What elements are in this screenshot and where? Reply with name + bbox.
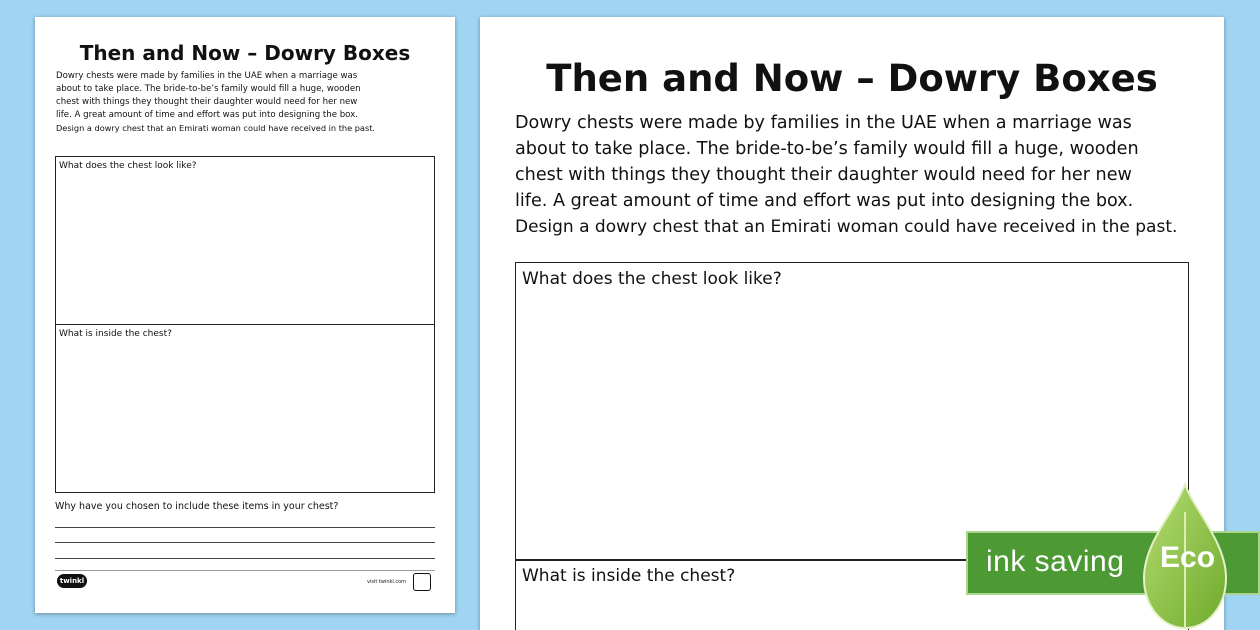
chest-contents-box [55,324,435,493]
chest-appearance-box [515,262,1189,561]
intro-line: Dowry chests were made by families in the UAE when a marriage was [515,113,1132,133]
worksheet-thumbnail[interactable] [35,17,455,613]
box-label: What does the chest look like? [522,269,782,289]
worksheet-title: Then and Now – Dowry Boxes [546,57,1158,100]
worksheet-title: Then and Now – Dowry Boxes [79,41,411,65]
answer-line [55,542,435,543]
box-label: What does the chest look like? [59,161,197,171]
intro-line: about to take place. The bride-to-be’s family would fill a huge, wooden [515,139,1139,159]
footer-url: visit twinkl.com [367,579,407,585]
chest-appearance-box [55,156,435,325]
answer-line [55,558,435,559]
reason-question: Why have you chosen to include these items in your chest? [55,501,339,512]
publisher-badge-icon [413,573,431,591]
intro-line: about to take place. The bride-to-be’s family would fill a huge, wooden [56,84,361,94]
intro-line: life. A great amount of time and effort was put into designing the box. [56,110,358,120]
ink-saving-label: ink saving [986,545,1125,578]
intro-line: chest with things they thought their daughter would need for her new [515,165,1132,185]
worksheet-intro [515,110,1190,240]
intro-line: life. A great amount of time and effort was put into designing the box. [515,191,1134,211]
eco-label: Eco [1160,541,1216,574]
answer-line [55,527,435,528]
intro-line: Design a dowry chest that an Emirati woman could have received in the past. [515,217,1178,237]
worksheet-intro [56,70,436,135]
intro-line: chest with things they thought their daughter would need for her new [56,97,358,107]
box-label: What is inside the chest? [59,329,172,339]
intro-line: Design a dowry chest that an Emirati woman could have received in the past. [56,123,376,133]
intro-line: Dowry chests were made by families in the UAE when a marriage was [56,71,358,81]
footer-divider [55,570,435,571]
box-label: What is inside the chest? [522,566,736,586]
twinkl-logo: twinkl [57,574,87,588]
